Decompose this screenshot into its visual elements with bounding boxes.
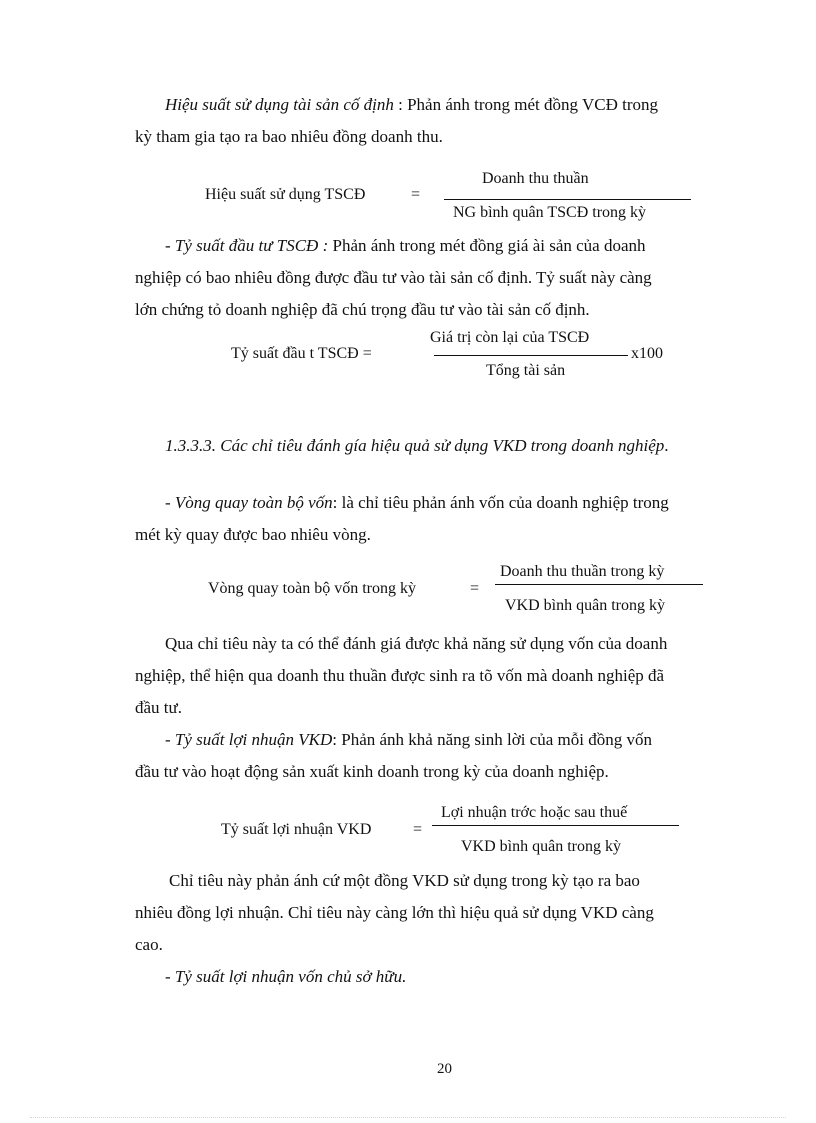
term-fixed-asset-investment: Tỷ suất đầu tư TSCĐ :: [174, 236, 329, 255]
section-heading-text: 1.3.3.3. Các chỉ tiêu đánh gía hiệu quả sử dụng VKD trong doanh nghiệp: [165, 436, 665, 455]
formula-label: Tỷ suất lợi nhuận VKD: [221, 821, 372, 838]
paragraph-line: lớn chứng tỏ doanh nghiệp đã chú trọng đầu tư vào tài sản cố định.: [135, 300, 590, 319]
fraction-bar: [434, 355, 628, 356]
term-profit-rate: Tỷ suất lợi nhuận VKD: [174, 730, 333, 749]
dash: -: [165, 730, 175, 749]
page-bottom-border: [30, 1117, 786, 1118]
paragraph-text: : Phản ánh trong mét đồng VCĐ trong: [393, 95, 658, 114]
formula-label: Hiệu suất sử dụng TSCĐ: [205, 186, 366, 203]
page-number: 20: [437, 1061, 452, 1077]
paragraph-line: đầu tư vào hoạt động sản xuất kinh doanh trong kỳ của doanh nghiệp.: [135, 762, 609, 781]
formula-label: Tỷ suất đầu t TSCĐ =: [231, 345, 372, 362]
fraction-bar: [495, 584, 703, 585]
paragraph-fixed-asset-efficiency: [165, 89, 658, 121]
fraction-bar: [432, 825, 679, 826]
dash: -: [165, 236, 175, 255]
formula-denominator: Tổng tài sản: [486, 362, 566, 379]
formula-denominator: VKD bình quân trong kỳ: [505, 597, 665, 614]
paragraph-profit-rate: [165, 724, 652, 756]
formula-label: Vòng quay toàn bộ vốn trong kỳ: [208, 580, 416, 597]
paragraph-equity-profit-rate: [165, 961, 406, 993]
paragraph-line: Qua chỉ tiêu này ta có thể đánh giá được khả năng sử dụng vốn của doanh: [165, 634, 668, 653]
paragraph-line: đầu tư.: [135, 698, 182, 717]
formula-numerator: Giá trị còn lại của TSCĐ: [430, 329, 590, 346]
dash: -: [165, 967, 175, 986]
heading-period: .: [664, 436, 669, 455]
formula-numerator: Doanh thu thuần trong kỳ: [500, 563, 665, 580]
paragraph-line: Chỉ tiêu này phản ánh cứ một đồng VKD sử dụng trong kỳ tạo ra bao: [169, 871, 640, 890]
dash: -: [165, 493, 175, 512]
fraction-bar: [444, 199, 691, 200]
term-equity-profit-rate: Tỷ suất lợi nhuận vốn chủ sở hữu.: [174, 967, 407, 986]
formula-denominator: NG bình quân TSCĐ trong kỳ: [453, 204, 647, 221]
term-fixed-asset-efficiency: Hiệu suất sử dụng tài sản cố định: [165, 95, 394, 114]
paragraph-line: nghiệp có bao nhiêu đồng được đầu tư vào tài sản cố định. Tỷ suất này càng: [135, 268, 652, 287]
section-heading: [165, 436, 669, 456]
paragraph-line: kỳ tham gia tạo ra bao nhiêu đồng doanh thu.: [135, 127, 443, 146]
paragraph-text: : Phản ánh khả năng sinh lời của mỗi đồng vốn: [332, 730, 652, 749]
paragraph-line: mét kỳ quay được bao nhiêu vòng.: [135, 525, 371, 544]
paragraph-line: cao.: [135, 935, 163, 954]
formula-equals: =: [470, 580, 480, 597]
paragraph-asset-turnover: [165, 487, 669, 519]
formula-equals: =: [411, 186, 421, 203]
formula-numerator: Lợi nhuận trớc hoặc sau thuế: [441, 804, 628, 821]
formula-numerator: Doanh thu thuần: [482, 170, 589, 187]
paragraph-fixed-asset-investment: [165, 230, 646, 262]
paragraph-text: Phản ánh trong mét đồng giá ài sản của doanh: [328, 236, 646, 255]
formula-equals: =: [413, 821, 423, 838]
formula-multiplier: x100: [631, 345, 663, 362]
paragraph-line: nghiệp, thể hiện qua doanh thu thuần được sinh ra tõ vốn mà doanh nghiệp đã: [135, 666, 665, 685]
paragraph-text: : là chỉ tiêu phản ánh vốn của doanh nghiệp trong: [332, 493, 669, 512]
term-asset-turnover: Vòng quay toàn bộ vốn: [174, 493, 333, 512]
paragraph-line: nhiêu đồng lợi nhuận. Chỉ tiêu này càng lớn thì hiệu quả sử dụng VKD càng: [135, 903, 654, 922]
formula-denominator: VKD bình quân trong kỳ: [461, 838, 621, 855]
